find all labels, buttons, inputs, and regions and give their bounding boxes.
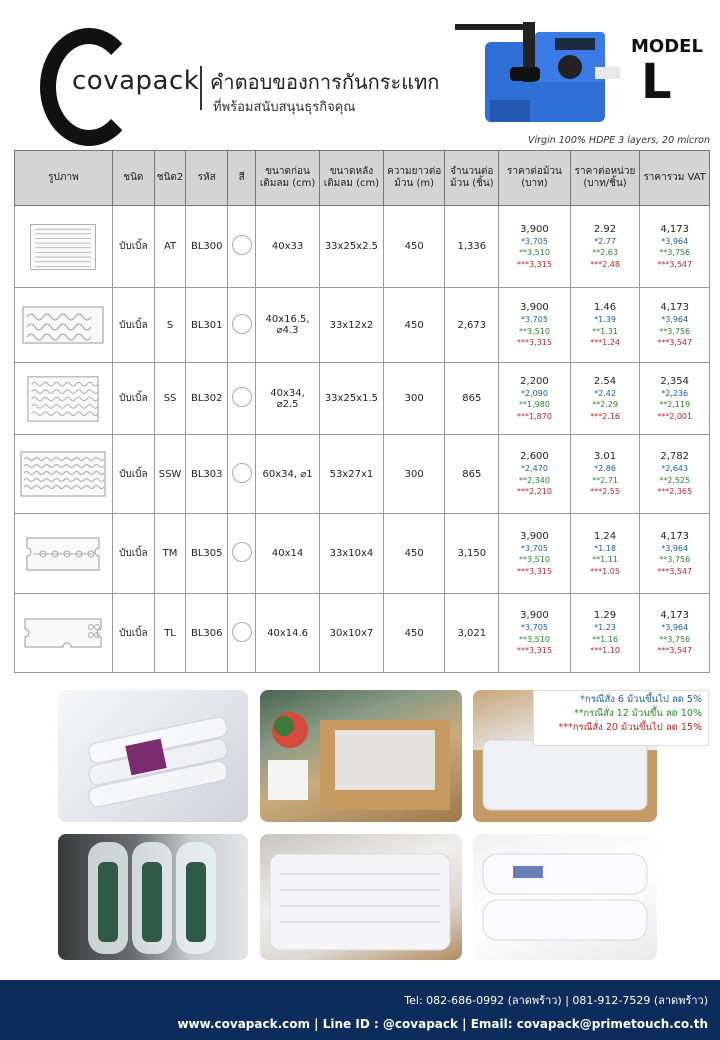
price-tier2: **2.29 <box>592 400 618 410</box>
roll-length-cell: 450 <box>383 288 445 363</box>
header-size-after: ขนาดหลังเติมลม (cm) <box>319 151 383 206</box>
price-tier3: ***3,547 <box>657 566 693 576</box>
air-column-photo <box>58 690 248 822</box>
price-tier2: **2,119 <box>659 400 691 410</box>
air-cushion-machine-image <box>455 12 625 130</box>
air-column-at-thumbnail <box>19 223 107 271</box>
color-cell <box>228 514 256 594</box>
price-base: 4,173 <box>660 223 689 235</box>
price-tier3: ***2,210 <box>517 487 552 497</box>
product-image-cell <box>15 206 113 288</box>
price-tier2: **3,510 <box>519 634 550 644</box>
type2-cell: TL <box>154 594 185 673</box>
product-photo-1 <box>58 690 248 822</box>
table-row <box>15 363 710 435</box>
price-unit-cell <box>570 288 640 363</box>
type2-cell: SS <box>154 363 185 435</box>
price-tier3: ***1.24 <box>590 338 620 348</box>
table-row <box>15 514 710 594</box>
price-tier2: **3,510 <box>519 326 550 336</box>
roll-length-cell: 450 <box>383 206 445 288</box>
price-base: 3.01 <box>593 451 617 463</box>
header-type: ชนิด <box>112 151 154 206</box>
price-base: 2,354 <box>660 375 689 387</box>
table-row <box>15 206 710 288</box>
pieces-cell: 3,150 <box>445 514 499 594</box>
promo-tier1: *กรณีสั่ง 6 ม้วนขึ้นไป ลด 5% <box>580 694 702 705</box>
price-vat-cell <box>640 206 710 288</box>
color-swatch <box>232 314 252 334</box>
color-swatch <box>232 542 252 562</box>
price-tier2: **3,756 <box>659 555 691 565</box>
header-code: รหัส <box>186 151 228 206</box>
price-tier1: *2.42 <box>594 388 616 398</box>
product-photo-4 <box>58 834 248 960</box>
price-tier1: *2,090 <box>521 388 548 398</box>
price-tier1: *3,705 <box>521 315 548 325</box>
price-base: 2,600 <box>520 451 549 463</box>
price-tier3: ***3,547 <box>657 646 693 656</box>
size-after-cell: 33x25x1.5 <box>319 363 383 435</box>
price-vat-cell <box>640 288 710 363</box>
model-letter: L <box>641 54 672 110</box>
price-roll-cell <box>499 514 571 594</box>
price-base: 3,900 <box>520 610 549 622</box>
product-image-cell <box>15 514 113 594</box>
material-spec: Virgin 100% HDPE 3 layers, 20 micron <box>528 135 710 146</box>
header-image: รูปภาพ <box>15 151 113 206</box>
price-base: 2,782 <box>660 451 689 463</box>
size-before-cell: 40x16.5, ⌀4.3 <box>256 288 320 363</box>
price-tier3: ***2,001 <box>657 411 693 421</box>
type2-cell: SSW <box>154 435 185 514</box>
price-vat-cell <box>640 514 710 594</box>
size-before-cell: 60x34, ⌀1 <box>256 435 320 514</box>
price-base: 3,900 <box>520 530 549 542</box>
price-tier1: *3,705 <box>521 623 548 633</box>
price-unit-cell <box>570 206 640 288</box>
price-tier3: ***2.55 <box>590 487 620 497</box>
air-bag-closeup-photo <box>473 834 657 960</box>
product-photo-2 <box>260 690 462 822</box>
price-tier1: *2,236 <box>661 388 689 398</box>
price-tier1: *2,643 <box>661 464 689 474</box>
subtagline: ที่พร้อมสนับสนุนธุรกิจคุณ <box>213 100 356 115</box>
type-cell: บับเบิ้ล <box>112 288 154 363</box>
price-base: 2.54 <box>593 375 617 387</box>
code-cell: BL302 <box>186 363 228 435</box>
size-after-cell: 30x10x7 <box>319 594 383 673</box>
header-pieces-per-roll: จำนวนต่อม้วน (ชิ้น) <box>445 151 499 206</box>
price-tier3: ***2.48 <box>590 259 620 269</box>
color-swatch <box>232 622 252 642</box>
header-roll-length: ความยาวต่อม้วน (m) <box>383 151 445 206</box>
header-price-vat: ราคารวม VAT <box>640 151 710 206</box>
footer-phones: Tel: 082-686-0992 (ลาดพร้าว) | 081-912-7529 (ลาดพร้าว) <box>404 994 708 1007</box>
size-after-cell: 33x10x4 <box>319 514 383 594</box>
table-row <box>15 594 710 673</box>
price-tier3: ***3,547 <box>657 259 693 269</box>
product-image-cell <box>15 363 113 435</box>
price-tier1: *3,964 <box>661 623 689 633</box>
pieces-cell: 2,673 <box>445 288 499 363</box>
tagline: คำตอบของการกันกระแทก <box>210 70 440 94</box>
price-base: 2.92 <box>593 223 617 235</box>
air-cushion-tm-thumbnail <box>19 530 107 578</box>
bubble-rolls-photo <box>260 834 462 960</box>
type-cell: บับเบิ้ล <box>112 435 154 514</box>
price-tier1: *3,964 <box>661 236 689 246</box>
price-tier3: ***3,315 <box>517 566 552 576</box>
price-tier2: **2.63 <box>592 248 618 258</box>
color-cell <box>228 594 256 673</box>
header-price-per-unit: ราคาต่อหน่วย (บาท/ชิ้น) <box>570 151 640 206</box>
header-size-before: ขนาดก่อนเติมลม (cm) <box>256 151 320 206</box>
price-tier1: *3,964 <box>661 543 689 553</box>
header-type2: ชนิด2 <box>154 151 185 206</box>
price-unit-cell <box>570 435 640 514</box>
code-cell: BL301 <box>186 288 228 363</box>
product-image-cell <box>15 288 113 363</box>
color-cell <box>228 363 256 435</box>
price-tier3: ***3,315 <box>517 646 552 656</box>
header-color: สี <box>228 151 256 206</box>
price-tier3: ***3,315 <box>517 338 552 348</box>
price-vat-cell <box>640 594 710 673</box>
type-cell: บับเบิ้ล <box>112 514 154 594</box>
price-tier3: ***1,870 <box>517 411 552 421</box>
price-roll-cell <box>499 594 571 673</box>
code-cell: BL305 <box>186 514 228 594</box>
price-tier3: ***1.10 <box>590 646 620 656</box>
price-tier2: **1.16 <box>592 634 618 644</box>
price-roll-cell <box>499 288 571 363</box>
price-tier2: **1.31 <box>592 326 618 336</box>
price-roll-cell <box>499 435 571 514</box>
header-price-per-roll: ราคาต่อม้วน (บาท) <box>499 151 571 206</box>
air-pillow-s-thumbnail <box>19 301 107 349</box>
price-tier3: ***1.05 <box>590 566 620 576</box>
price-tier1: *3,705 <box>521 236 548 246</box>
product-image-cell <box>15 594 113 673</box>
air-cushion-tl-thumbnail <box>19 609 107 657</box>
price-base: 1.46 <box>593 302 617 314</box>
price-tier3: ***2,365 <box>657 487 693 497</box>
price-tier2: **3,510 <box>519 248 550 258</box>
color-swatch <box>232 235 252 255</box>
size-before-cell: 40x33 <box>256 206 320 288</box>
price-tier2: **3,756 <box>659 248 691 258</box>
product-photo-5 <box>260 834 462 960</box>
table-header-row <box>15 151 710 206</box>
color-cell <box>228 435 256 514</box>
price-tier2: **2.71 <box>592 475 618 485</box>
price-base: 4,173 <box>660 530 689 542</box>
pieces-cell: 865 <box>445 435 499 514</box>
price-base: 2,200 <box>520 375 549 387</box>
color-swatch <box>232 463 252 483</box>
price-tier3: ***3,315 <box>517 259 552 269</box>
box-with-air-pillows-photo <box>260 690 462 822</box>
price-tier1: *2.86 <box>594 464 616 474</box>
price-tier1: *1.39 <box>594 315 616 325</box>
price-tier2: **3,756 <box>659 634 691 644</box>
price-base: 1.29 <box>593 610 617 622</box>
header-divider <box>200 66 202 110</box>
price-tier2: **2,340 <box>519 475 550 485</box>
price-tier2: **2,525 <box>659 475 691 485</box>
bottles-wrapped-photo <box>58 834 248 960</box>
price-tier3: ***3,547 <box>657 338 693 348</box>
price-tier1: *1.18 <box>594 543 616 553</box>
price-tier2: **1.11 <box>592 555 618 565</box>
size-after-cell: 53x27x1 <box>319 435 383 514</box>
price-vat-cell <box>640 435 710 514</box>
type2-cell: TM <box>154 514 185 594</box>
price-base: 4,173 <box>660 610 689 622</box>
type2-cell: S <box>154 288 185 363</box>
price-base: 3,900 <box>520 302 549 314</box>
code-cell: BL300 <box>186 206 228 288</box>
size-before-cell: 40x34, ⌀2.5 <box>256 363 320 435</box>
promo-tier3: ***กรณีสั่ง 20 ม้วนขึ้นไป ลด 15% <box>558 721 702 733</box>
promo-tier2: **กรณีสั่ง 12 ม้วนขึ้น ลด 10% <box>574 707 702 719</box>
brand-name: covapack <box>72 66 200 96</box>
price-tier2: **3,510 <box>519 555 550 565</box>
roll-length-cell: 450 <box>383 594 445 673</box>
price-unit-cell <box>570 594 640 673</box>
price-unit-cell <box>570 514 640 594</box>
table-row <box>15 288 710 363</box>
contact-footer <box>0 980 720 1040</box>
price-unit-cell <box>570 363 640 435</box>
pieces-cell: 3,021 <box>445 594 499 673</box>
type-cell: บับเบิ้ล <box>112 206 154 288</box>
price-roll-cell <box>499 363 571 435</box>
product-image-cell <box>15 435 113 514</box>
discount-promo-box <box>533 690 709 746</box>
color-cell <box>228 288 256 363</box>
color-swatch <box>232 387 252 407</box>
pieces-cell: 865 <box>445 363 499 435</box>
model-label: MODEL <box>631 36 703 57</box>
size-after-cell: 33x25x2.5 <box>319 206 383 288</box>
price-table <box>14 150 710 673</box>
price-tier1: *2.77 <box>594 236 616 246</box>
code-cell: BL303 <box>186 435 228 514</box>
price-tier2: **3,756 <box>659 326 691 336</box>
roll-length-cell: 300 <box>383 435 445 514</box>
pieces-cell: 1,336 <box>445 206 499 288</box>
price-tier1: *1.23 <box>594 623 616 633</box>
footer-contact: www.covapack.com | Line ID : @covapack | Email: covapack@primetouch.co.th <box>177 1017 708 1031</box>
size-before-cell: 40x14 <box>256 514 320 594</box>
price-tier1: *3,964 <box>661 315 689 325</box>
roll-length-cell: 300 <box>383 363 445 435</box>
type-cell: บับเบิ้ล <box>112 363 154 435</box>
price-tier1: *2,470 <box>521 464 548 474</box>
air-pillow-ssw-thumbnail <box>19 450 107 498</box>
price-roll-cell <box>499 206 571 288</box>
price-vat-cell <box>640 363 710 435</box>
price-base: 1.24 <box>593 530 617 542</box>
type-cell: บับเบิ้ล <box>112 594 154 673</box>
size-before-cell: 40x14.6 <box>256 594 320 673</box>
table-row <box>15 435 710 514</box>
type2-cell: AT <box>154 206 185 288</box>
size-after-cell: 33x12x2 <box>319 288 383 363</box>
price-base: 4,173 <box>660 302 689 314</box>
roll-length-cell: 450 <box>383 514 445 594</box>
price-tier1: *3,705 <box>521 543 548 553</box>
product-photo-6 <box>473 834 657 960</box>
price-tier2: **1,980 <box>519 400 550 410</box>
color-cell <box>228 206 256 288</box>
price-base: 3,900 <box>520 223 549 235</box>
air-pillow-ss-thumbnail <box>19 375 107 423</box>
code-cell: BL306 <box>186 594 228 673</box>
price-tier3: ***2.16 <box>590 411 620 421</box>
